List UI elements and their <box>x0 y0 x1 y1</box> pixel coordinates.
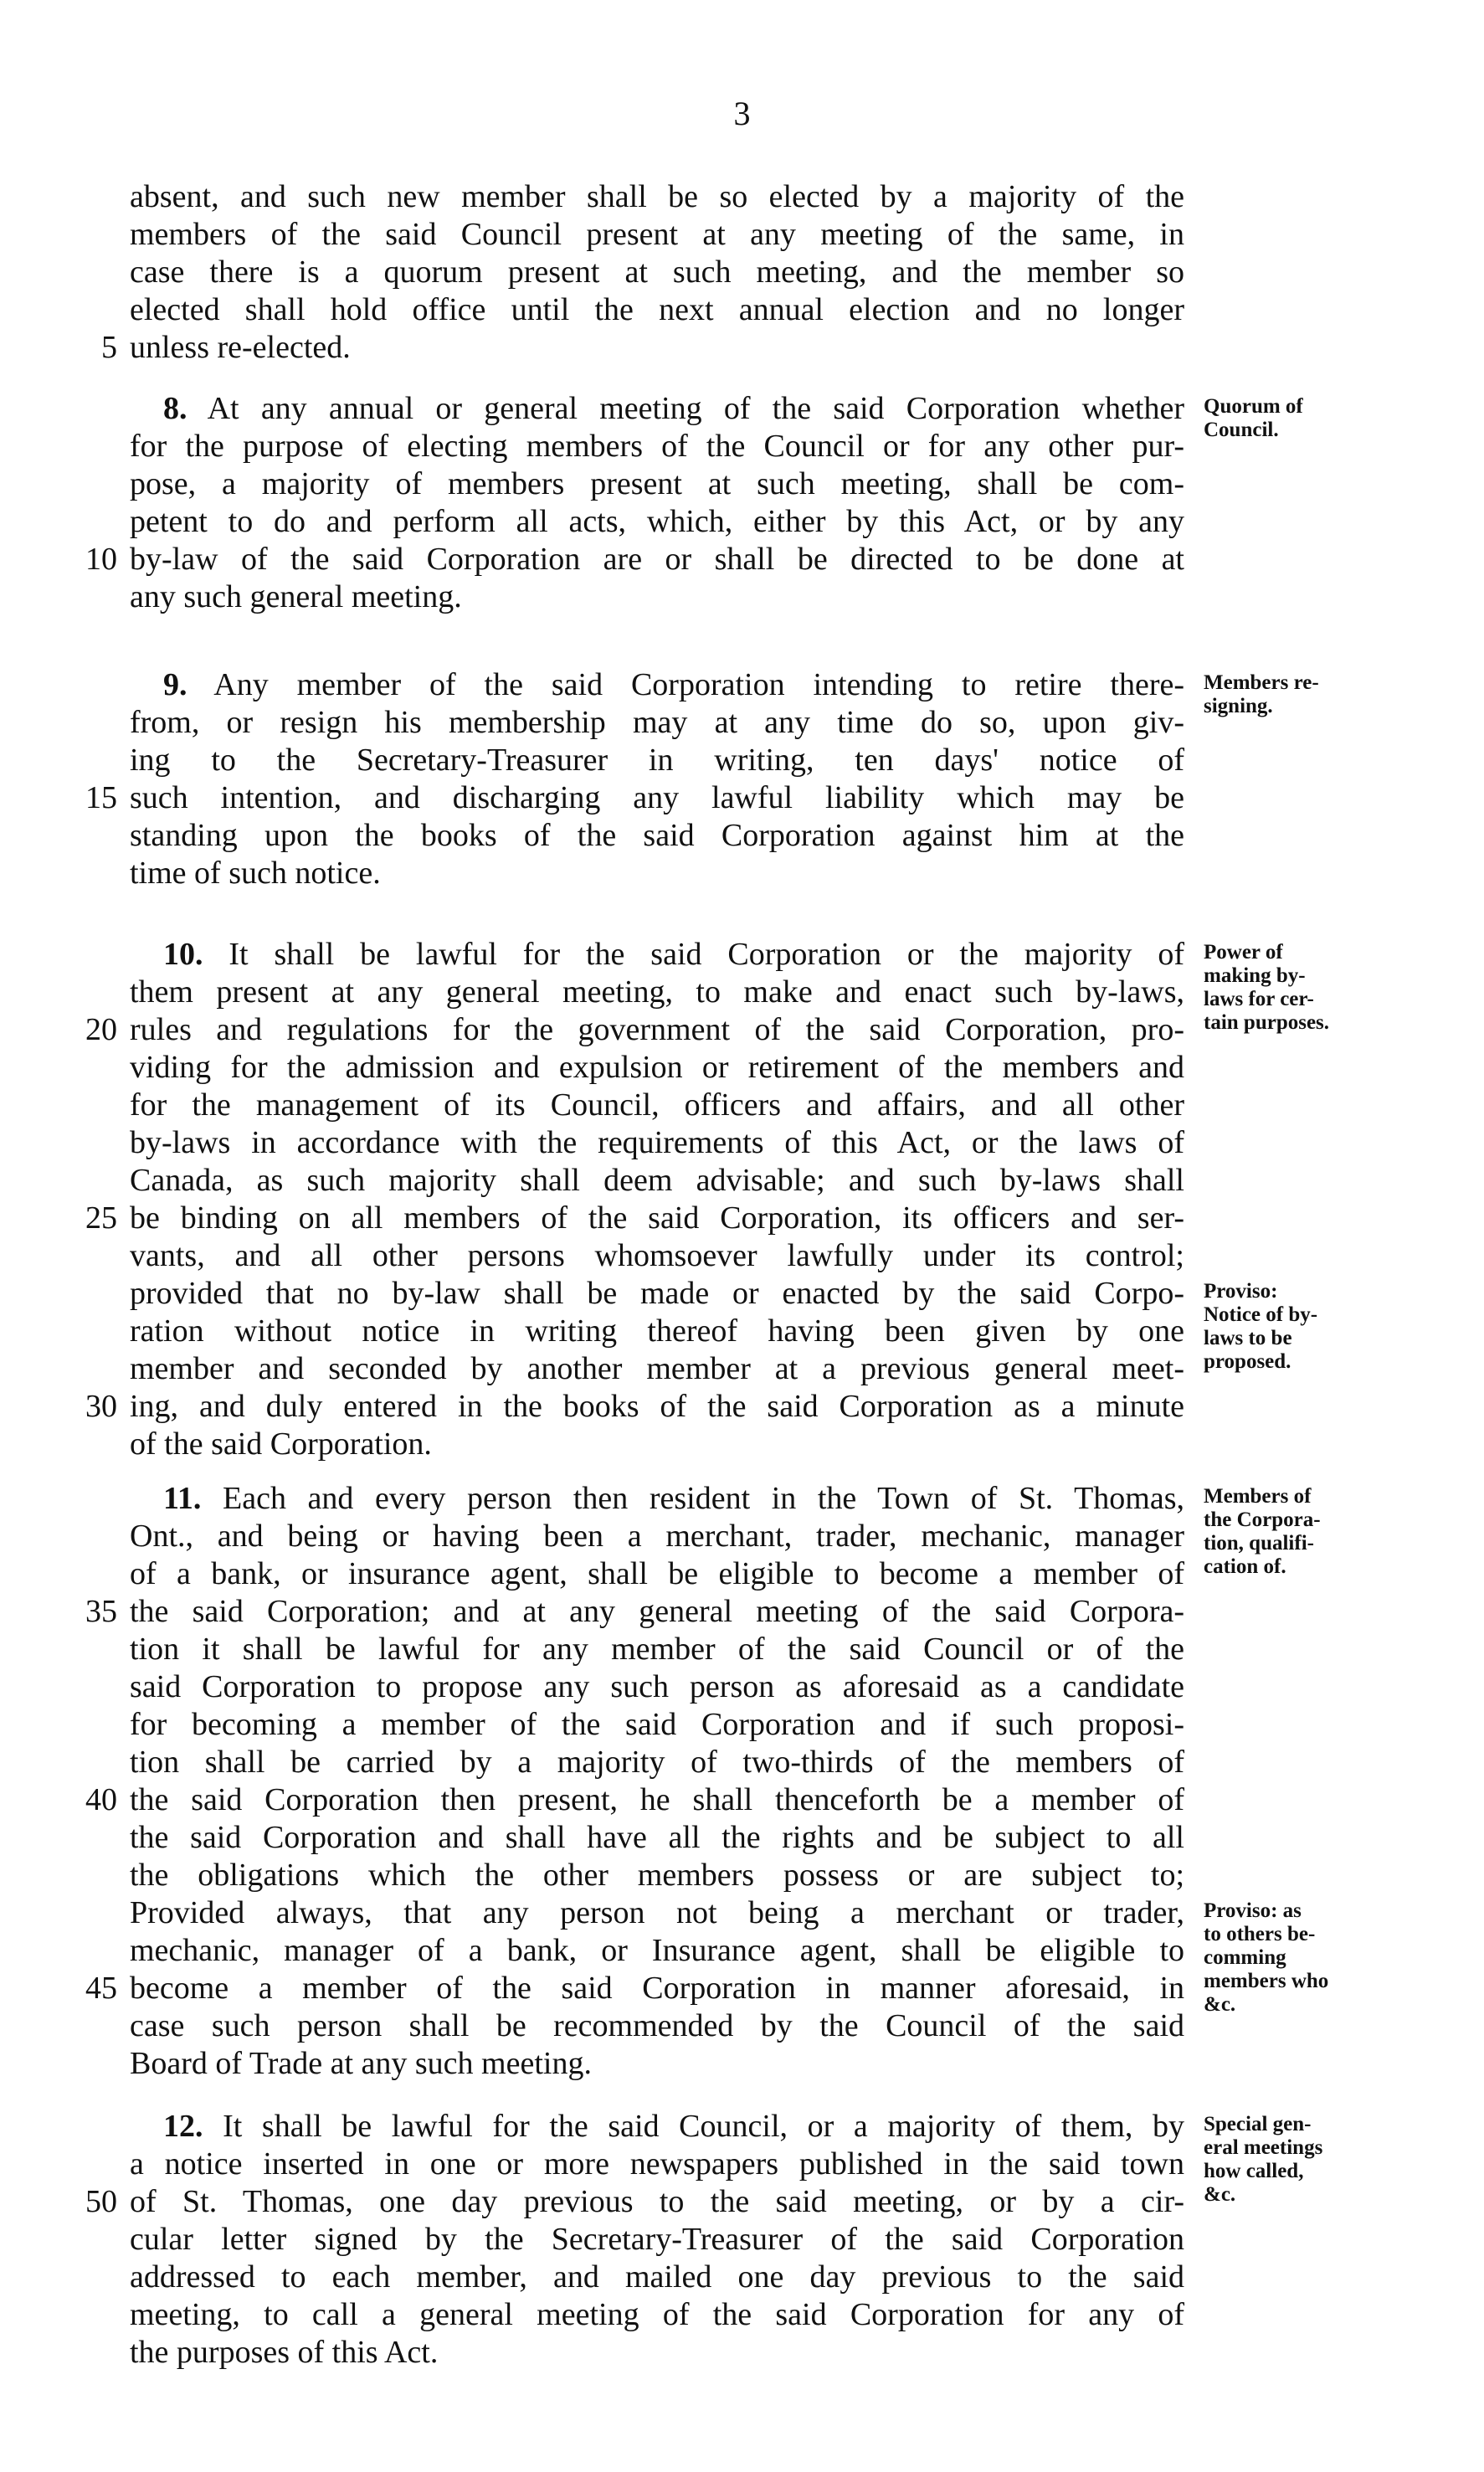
section-text: It shall be lawful for the said Council, or a majority of them, by <box>223 2109 1185 2144</box>
text-line <box>163 938 1184 971</box>
text-line: mechanic, manager of a bank, or Insurance agent, shall be eligible to <box>130 1933 1184 1968</box>
margin-note: eral meetings <box>1204 2136 1323 2159</box>
margin-note: Members re- <box>1204 671 1319 694</box>
text-line: a notice inserted in one or more newspapers published in the said town <box>130 2146 1184 2182</box>
text-line: ration without notice in writing thereof having been given by one <box>130 1313 1184 1349</box>
margin-note: Notice of by- <box>1204 1303 1318 1326</box>
text-line: by-law of the said Corporation are or shall be directed to be done at <box>130 542 1184 577</box>
text-line: from, or resign his membership may at any time do so, upon giv- <box>130 705 1184 740</box>
text-line: addressed to each member, and mailed one day previous to the said <box>130 2259 1184 2295</box>
line-number: 35 <box>85 1594 117 1629</box>
line-number: 25 <box>85 1200 117 1236</box>
margin-note: how called, <box>1204 2160 1304 2182</box>
text-line: rules and regulations for the government of the said Corporation, pro- <box>130 1012 1184 1047</box>
line-number: 45 <box>85 1971 117 2006</box>
margin-note: tain purposes. <box>1204 1011 1330 1034</box>
text-line: tion shall be carried by a majority of two-thirds of the members of <box>130 1745 1184 1780</box>
text-line: said Corporation to propose any such person as aforesaid as a candidate <box>130 1669 1184 1704</box>
text-line: elected shall hold office until the next annual election and no longer <box>130 292 1184 327</box>
margin-note: Council. <box>1204 419 1279 441</box>
text-line: any such general meeting. <box>130 579 462 614</box>
text-line: case such person shall be recommended by the Council of the said <box>130 2008 1184 2043</box>
text-line: member and seconded by another member at a previous general meet- <box>130 1351 1184 1386</box>
text-line: Ont., and being or having been a merchant, trader, mechanic, manager <box>130 1519 1184 1554</box>
text-line: provided that no by-law shall be made or enacted by the said Corpo- <box>130 1276 1184 1311</box>
text-line: Canada, as such majority shall deem advisable; and such by-laws shall <box>130 1163 1184 1198</box>
margin-note: Power of <box>1204 941 1283 964</box>
margin-note: laws for cer- <box>1204 988 1314 1010</box>
section-number: 8. <box>163 391 187 426</box>
text-line: of the said Corporation. <box>130 1426 432 1462</box>
margin-note: Proviso: as <box>1204 1899 1302 1922</box>
margin-note: proposed. <box>1204 1350 1291 1373</box>
text-line: pose, a majority of members present at such meeting, shall be com- <box>130 466 1184 501</box>
section-number: 9. <box>163 667 187 702</box>
line-number: 50 <box>85 2184 117 2219</box>
text-line <box>163 2110 1184 2143</box>
text-line <box>163 668 1184 702</box>
text-line <box>163 392 1184 425</box>
margin-note: Members of <box>1204 1485 1312 1508</box>
section-text: Any member of the said Corporation intending to retire there- <box>213 667 1184 702</box>
text-line: ing to the Secretary-Treasurer in writing, ten days' notice of <box>130 743 1184 778</box>
page-number: 3 <box>733 95 751 132</box>
line-number: 20 <box>85 1012 117 1047</box>
text-line: the obligations which the other members possess or are subject to; <box>130 1858 1184 1893</box>
margin-note: making by- <box>1204 964 1306 987</box>
text-line: case there is a quorum present at such meeting, and the member so <box>130 254 1184 290</box>
section-text: Each and every person then resident in the Town of St. Thomas, <box>223 1481 1185 1516</box>
line-number: 10 <box>85 542 117 577</box>
text-line: petent to do and perform all acts, which, either by this Act, or by any <box>130 504 1184 539</box>
text-line: the purposes of this Act. <box>130 2335 439 2370</box>
margin-note: tion, qualifi- <box>1204 1532 1314 1555</box>
text-line: viding for the admission and expulsion or retirement of the members and <box>130 1050 1184 1085</box>
margin-note: laws to be <box>1204 1327 1292 1349</box>
text-line: meeting, to call a general meeting of the said Corporation for any of <box>130 2297 1184 2332</box>
text-line: unless re-elected. <box>130 330 351 365</box>
text-line: standing upon the books of the said Corporation against him at the <box>130 818 1184 853</box>
margin-note: to others be- <box>1204 1923 1316 1945</box>
line-number: 40 <box>85 1782 117 1817</box>
section-text: At any annual or general meeting of the said Corporation whether <box>207 391 1184 426</box>
section-number: 12. <box>163 2109 203 2144</box>
section-text: It shall be lawful for the said Corporation or the majority of <box>229 937 1184 972</box>
text-line: absent, and such new member shall be so elected by a majority of the <box>130 179 1184 214</box>
line-number: 30 <box>85 1389 117 1424</box>
margin-note: the Corpora- <box>1204 1508 1321 1531</box>
text-line: time of such notice. <box>130 856 381 891</box>
margin-note: signing. <box>1204 695 1273 717</box>
line-number: 5 <box>101 330 117 365</box>
margin-note: Proviso: <box>1204 1280 1278 1303</box>
margin-note: members who <box>1204 1970 1329 1992</box>
text-line: such intention, and discharging any lawful liability which may be <box>130 780 1184 815</box>
text-line: vants, and all other persons whomsoever lawfully under its control; <box>130 1238 1184 1273</box>
margin-note: &c. <box>1204 1993 1236 2016</box>
margin-note: &c. <box>1204 2183 1236 2206</box>
text-line: be binding on all members of the said Corporation, its officers and ser- <box>130 1200 1184 1236</box>
text-line: for becoming a member of the said Corporation and if such proposi- <box>130 1707 1184 1742</box>
text-line: tion it shall be lawful for any member of the said Council or of the <box>130 1632 1184 1667</box>
text-line: cular letter signed by the Secretary-Treasurer of the said Corporation <box>130 2222 1184 2257</box>
text-line: the said Corporation; and at any general meeting of the said Corpora- <box>130 1594 1184 1629</box>
text-line: become a member of the said Corporation in manner aforesaid, in <box>130 1971 1184 2006</box>
line-number: 15 <box>85 780 117 815</box>
text-line: the said Corporation then present, he shall thenceforth be a member of <box>130 1782 1184 1817</box>
text-line: Provided always, that any person not being a merchant or trader, <box>130 1895 1184 1930</box>
margin-note: Special gen- <box>1204 2113 1312 2135</box>
text-line: by-laws in accordance with the requirements of this Act, or the laws of <box>130 1125 1184 1160</box>
text-line: Board of Trade at any such meeting. <box>130 2046 592 2081</box>
text-line: for the purpose of electing members of the Council or for any other pur- <box>130 429 1184 464</box>
text-line: of St. Thomas, one day previous to the said meeting, or by a cir- <box>130 2184 1184 2219</box>
margin-note: cation of. <box>1204 1555 1286 1578</box>
margin-note: Quorum of <box>1204 395 1303 418</box>
text-line: for the management of its Council, officers and affairs, and all other <box>130 1087 1184 1123</box>
text-line <box>163 1482 1184 1515</box>
text-line: ing, and duly entered in the books of the said Corporation as a minute <box>130 1389 1184 1424</box>
text-line: them present at any general meeting, to make and enact such by-laws, <box>130 974 1184 1010</box>
text-line: the said Corporation and shall have all the rights and be subject to all <box>130 1820 1184 1855</box>
text-line: of a bank, or insurance agent, shall be eligible to become a member of <box>130 1556 1184 1591</box>
section-number: 10. <box>163 937 203 972</box>
section-number: 11. <box>163 1481 202 1516</box>
margin-note: comming <box>1204 1946 1286 1969</box>
text-line: members of the said Council present at any meeting of the same, in <box>130 217 1184 252</box>
